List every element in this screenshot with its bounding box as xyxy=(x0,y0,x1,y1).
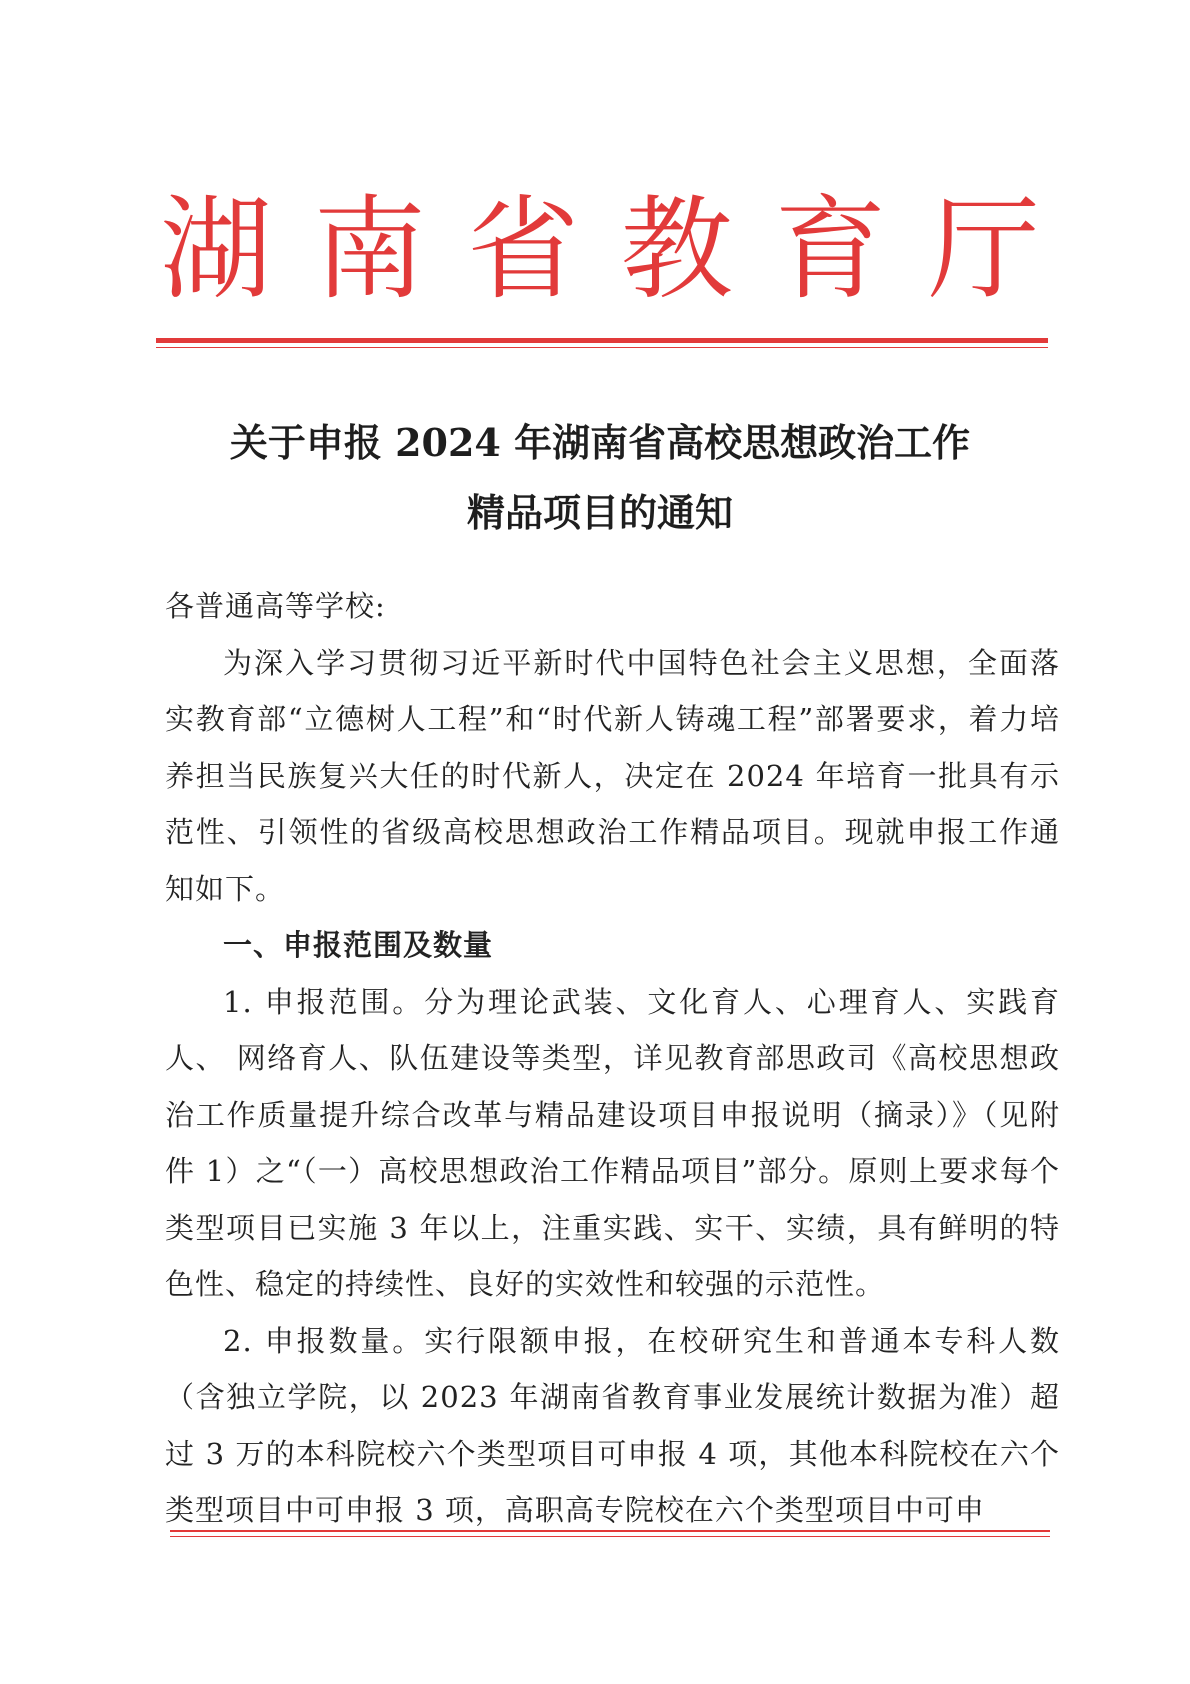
document-title xyxy=(160,408,1040,548)
document-body xyxy=(165,578,1060,1539)
document-title-line1: 关于申报 2024 年湖南省高校思想政治工作 xyxy=(229,420,971,465)
section-item: 1. 申报范围。分为理论武装、文化育人、心理育人、实践育人、 网络育人、队伍建设等类型，详见教育部思政司《高校思想政治工作质量提升综合改革与精品建设项目申报说明（摘录）》（见附件 1）之“（一）高校思想政治工作精品项目”部分。原则上要求每个类型项目已实施 3 年以上，注重实践、实干、实绩，具有鲜明的特色性、稳定的持续性、良好的实效性和较强的示范性。 xyxy=(165,984,1060,1301)
masthead-char: 南 xyxy=(313,185,426,315)
section-heading: 一、申报范围及数量 xyxy=(223,928,494,962)
footer-divider-line xyxy=(170,1536,1050,1537)
masthead-divider-thin xyxy=(156,347,1048,348)
intro-paragraph: 为深入学习贯彻习近平新时代中国特色社会主义思想，全面落实教育部“立德树人工程”和“时代新人铸魂工程”部署要求，着力培养担当民族复兴大任的时代新人，决定在 2024 年培育一批具有示范性、引领性的省级高校思想政治工作精品项目。现就申报工作通知如下。 xyxy=(165,645,1060,906)
masthead-divider-thick xyxy=(156,338,1048,343)
masthead-char: 育 xyxy=(774,185,887,315)
masthead-char: 湖 xyxy=(160,185,272,315)
section-item: 2. 申报数量。实行限额申报，在校研究生和普通本专科人数（含独立学院，以 2023 年湖南省教育事业发展统计数据为准）超过 3 万的本科院校六个类型项目可申报 4 项，其他本科院校在六个类型项目中可申报 3 项，高职高专院校在六个类型项目中可申 xyxy=(165,1323,1060,1527)
footer-divider-line xyxy=(170,1530,1050,1532)
masthead-char: 教 xyxy=(620,185,733,315)
masthead-char: 省 xyxy=(467,185,580,315)
footer-divider xyxy=(170,1530,1050,1537)
masthead-char: 厅 xyxy=(927,185,1040,315)
salutation: 各普通高等学校: xyxy=(165,589,386,623)
document-title-line2: 精品项目的通知 xyxy=(466,490,733,535)
masthead xyxy=(160,185,1040,315)
